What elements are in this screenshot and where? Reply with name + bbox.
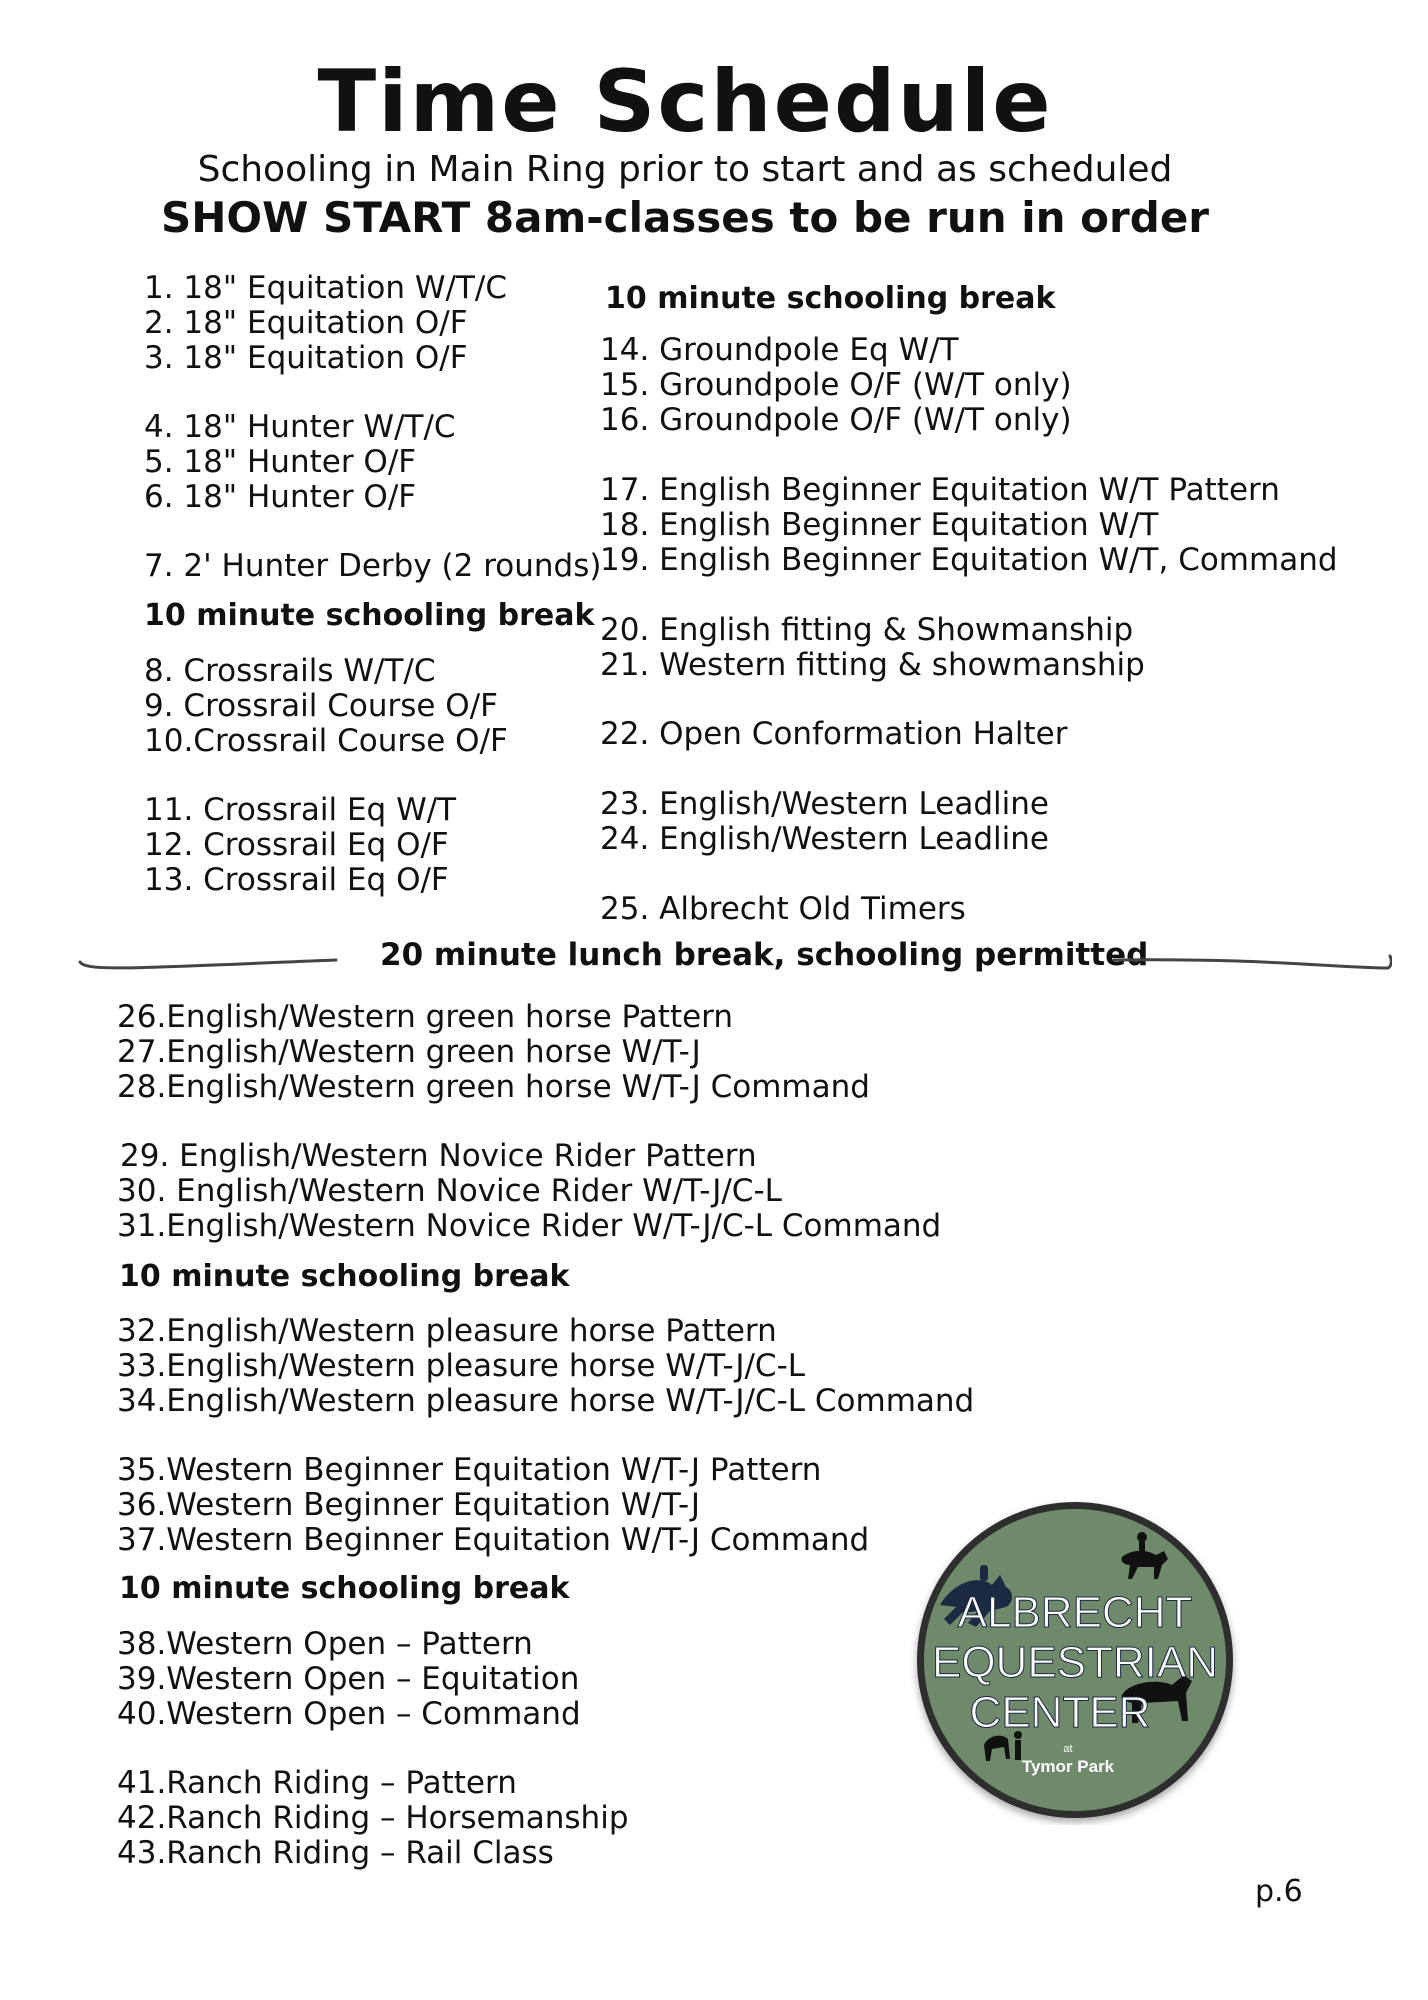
list-item: 38.Western Open – Pattern [117,1626,533,1662]
list-item: 20. English fitting & Showmanship [600,612,1134,648]
lunch-break-label: 20 minute lunch break, schooling permitted [380,937,1149,973]
list-item: 35.Western Beginner Equitation W/T-J Pattern [117,1452,822,1488]
list-item: 39.Western Open – Equitation [117,1661,580,1697]
list-item: 16. Groundpole O/F (W/T only) [600,402,1072,438]
list-item: 15. Groundpole O/F (W/T only) [600,367,1072,403]
list-item: 11. Crossrail Eq W/T [144,792,457,828]
list-item: 7. 2' Hunter Derby (2 rounds) [144,548,602,584]
list-item: 42.Ranch Riding – Horsemanship [117,1800,629,1836]
list-item: 2. 18" Equitation O/F [144,305,468,341]
list-item: 40.Western Open – Command [117,1696,581,1732]
list-item: 12. Crossrail Eq O/F [144,827,449,863]
list-item: 34.English/Western pleasure horse W/T-J/C-L Command [117,1383,975,1419]
list-item: 3. 18" Equitation O/F [144,340,468,376]
list-item: 25. Albrecht Old Timers [600,891,966,927]
list-item: 21. Western fitting & showmanship [600,647,1145,683]
logo-at: at [1063,1743,1073,1755]
list-item: 36.Western Beginner Equitation W/T-J [117,1487,701,1523]
show-start-heading: SHOW START 8am-classes to be run in order [160,193,1210,242]
page-subtitle: Schooling in Main Ring prior to start and as scheduled [197,149,1173,190]
list-item: 19. English Beginner Equitation W/T, Command [600,542,1338,578]
list-item: 14. Groundpole Eq W/T [600,332,959,368]
list-item: 29. English/Western Novice Rider Pattern [120,1138,757,1174]
list-item: 10.Crossrail Course O/F [144,723,508,759]
page-number: p.6 [1255,1874,1303,1909]
schooling-break-label: 10 minute schooling break [605,281,1056,316]
page-title: Time Schedule [317,52,1053,152]
schooling-break-label: 10 minute schooling break [144,598,595,633]
list-item: 28.English/Western green horse W/T-J Command [117,1069,870,1105]
list-item: 13. Crossrail Eq O/F [144,862,449,898]
albrecht-equestrian-logo [910,1495,1240,1825]
divider-swoosh-right [1112,944,1392,974]
list-item: 41.Ranch Riding – Pattern [117,1765,517,1801]
list-item: 33.English/Western pleasure horse W/T-J/C-L [117,1348,806,1384]
list-item: 9. Crossrail Course O/F [144,688,498,724]
list-item: 5. 18" Hunter O/F [144,444,417,480]
list-item: 26.English/Western green horse Pattern [117,999,734,1035]
list-item: 8. Crossrails W/T/C [144,653,436,689]
list-item: 30. English/Western Novice Rider W/T-J/C-L [117,1173,782,1209]
list-item: 18. English Beginner Equitation W/T [600,507,1159,543]
logo-place: Tymor Park [1021,1757,1115,1776]
schooling-break-label: 10 minute schooling break [119,1571,570,1606]
list-item: 17. English Beginner Equitation W/T Pattern [600,472,1280,508]
divider-swoosh-left [78,944,338,974]
schooling-break-label: 10 minute schooling break [119,1259,570,1294]
list-item: 6. 18" Hunter O/F [144,479,417,515]
list-item: 22. Open Conformation Halter [600,716,1068,752]
logo-line2: EQUESTRIAN [931,1638,1219,1687]
list-item: 4. 18" Hunter W/T/C [144,409,456,445]
logo-line3: CENTER [969,1688,1151,1737]
list-item: 24. English/Western Leadline [600,821,1049,857]
list-item: 23. English/Western Leadline [600,786,1049,822]
list-item: 31.English/Western Novice Rider W/T-J/C-L Command [117,1208,942,1244]
list-item: 1. 18" Equitation W/T/C [144,270,508,306]
logo-line1: ALBRECHT [957,1588,1193,1637]
list-item: 27.English/Western green horse W/T-J [117,1034,701,1070]
list-item: 37.Western Beginner Equitation W/T-J Command [117,1522,870,1558]
list-item: 43.Ranch Riding – Rail Class [117,1835,554,1871]
list-item: 32.English/Western pleasure horse Pattern [117,1313,777,1349]
